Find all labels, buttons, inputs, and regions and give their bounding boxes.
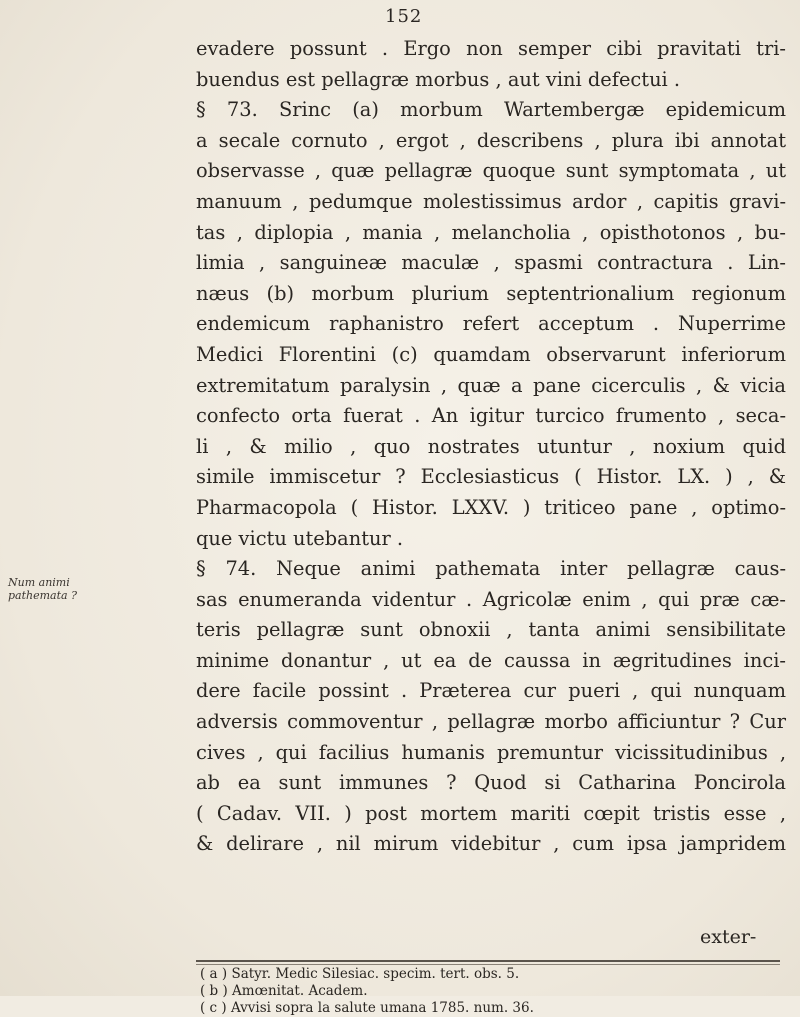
text-line: que victu utebantur . (196, 526, 404, 550)
text-line: § 74. Neque animi pathemata inter pellagræ caus- (196, 557, 786, 581)
text-line: sas enumeranda videntur . Agricolæ enim , qui præ cæ- (196, 587, 786, 611)
text-line: dere facile possint . Præterea cur pueri , qui nunquam (196, 679, 786, 703)
footnote: ( c ) Avvisi sopra la salute umana 1785. num. 36. (200, 1000, 534, 1016)
text-line: evadere possunt . Ergo non semper cibi pravitati tri- (196, 37, 786, 60)
footnote: ( b ) Amœnitat. Academ. (200, 983, 368, 999)
text-line: teris pellagræ sunt obnoxii , tanta animi sensibilitate (196, 618, 786, 642)
text-line: § 73. Srinc (a) morbum Wartembergæ epidemicum (196, 98, 786, 122)
text-line: ab ea sunt immunes ? Quod si Catharina Poncirola (196, 771, 786, 795)
text-line: næus (b) morbum plurium septentrionalium regionum (196, 281, 786, 305)
text-line: li , & milio , quo nostrates utuntur , noxium quid (196, 434, 786, 458)
text-line: endemicum raphanistro refert acceptum . Nuperrime (196, 312, 786, 336)
margin-note (8, 576, 90, 602)
text-line: buendus est pellagræ morbus , aut vini defectui . (196, 67, 681, 91)
text-line: a secale cornuto , ergot , describens , plura ibi annotat (196, 128, 786, 152)
text-line: cives , qui facilius humanis premuntur vicissitudinibus , (196, 740, 786, 764)
text-line: Medici Florentini (c) quamdam observarunt inferiorum (196, 342, 786, 366)
page-number: 152 (385, 6, 423, 27)
text-line: adversis commoventur , pellagræ morbo afficiuntur ? Cur (196, 710, 786, 734)
text-line: minime donantur , ut ea de caussa in ægritudines inci- (196, 648, 786, 672)
catchword: exter- (700, 926, 757, 948)
text-line: tas , diplopia , mania , melancholia , opisthotonos , bu- (196, 220, 786, 244)
text-line: extremitatum paralysin , quæ a pane cicerculis , & vicia (196, 373, 786, 397)
margin-note-line: Num animi (8, 576, 70, 589)
text-line: Pharmacopola ( Histor. LXXV. ) triticeo pane , optimo- (196, 495, 786, 519)
footnotes (200, 966, 790, 1017)
footnote-rule (196, 960, 780, 962)
text-line: simile immiscetur ? Ecclesiasticus ( Histor. LX. ) , & (196, 465, 786, 489)
margin-note-line: pathemata ? (8, 589, 77, 602)
body-text (196, 34, 786, 860)
footnote: ( a ) Satyr. Medic Silesiac. specim. tert. obs. 5. (200, 966, 520, 982)
text-line: confecto orta fuerat . An igitur turcico frumento , seca- (196, 404, 786, 428)
text-line: & delirare , nil mirum videbitur , cum ipsa jampridem (196, 832, 786, 856)
text-line: observasse , quæ pellagræ quoque sunt symptomata , ut (196, 159, 786, 183)
text-line: manuum , pedumque molestissimus ardor , capitis gravi- (196, 189, 786, 213)
footnote-rule-thin (196, 964, 780, 965)
text-line: limia , sanguineæ maculæ , spasmi contractura . Lin- (196, 251, 786, 275)
text-line: ( Cadav. VII. ) post mortem mariti cœpit tristis esse , (196, 801, 786, 825)
